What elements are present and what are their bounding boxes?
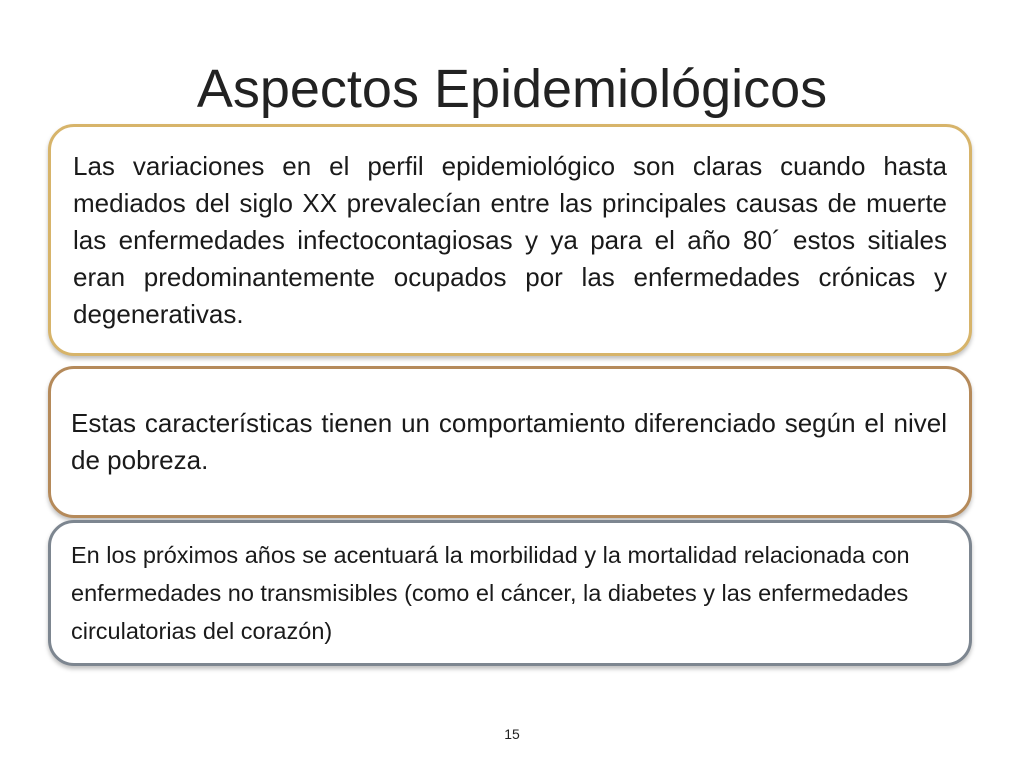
page-number: 15 — [504, 726, 520, 742]
content-box-3 — [48, 520, 972, 666]
content-box-2-text: Estas características tienen un comportamiento diferenciado según el nivel de pobreza. — [71, 408, 947, 475]
slide-title: Aspectos Epidemiológicos — [196, 59, 828, 119]
content-box-1-text: Las variaciones en el perfil epidemiológico son claras cuando hasta mediados del siglo XX prevalecían entre las principales causas de muerte las enfermedades infectocontagiosas y ya para el año 80´ estos sitiales eran predominantemente ocupados por las enfermedades crónicas y degenerativas. — [73, 150, 947, 329]
content-box-3-text: En los próximos años se acentuará la morbilidad y la mortalidad relacionada con enfermedades no transmisibles (como el cáncer, la diabetes y las enfermedades circulatorias del corazón) — [71, 542, 910, 644]
content-box-2 — [48, 366, 972, 518]
content-box-1 — [48, 124, 972, 356]
